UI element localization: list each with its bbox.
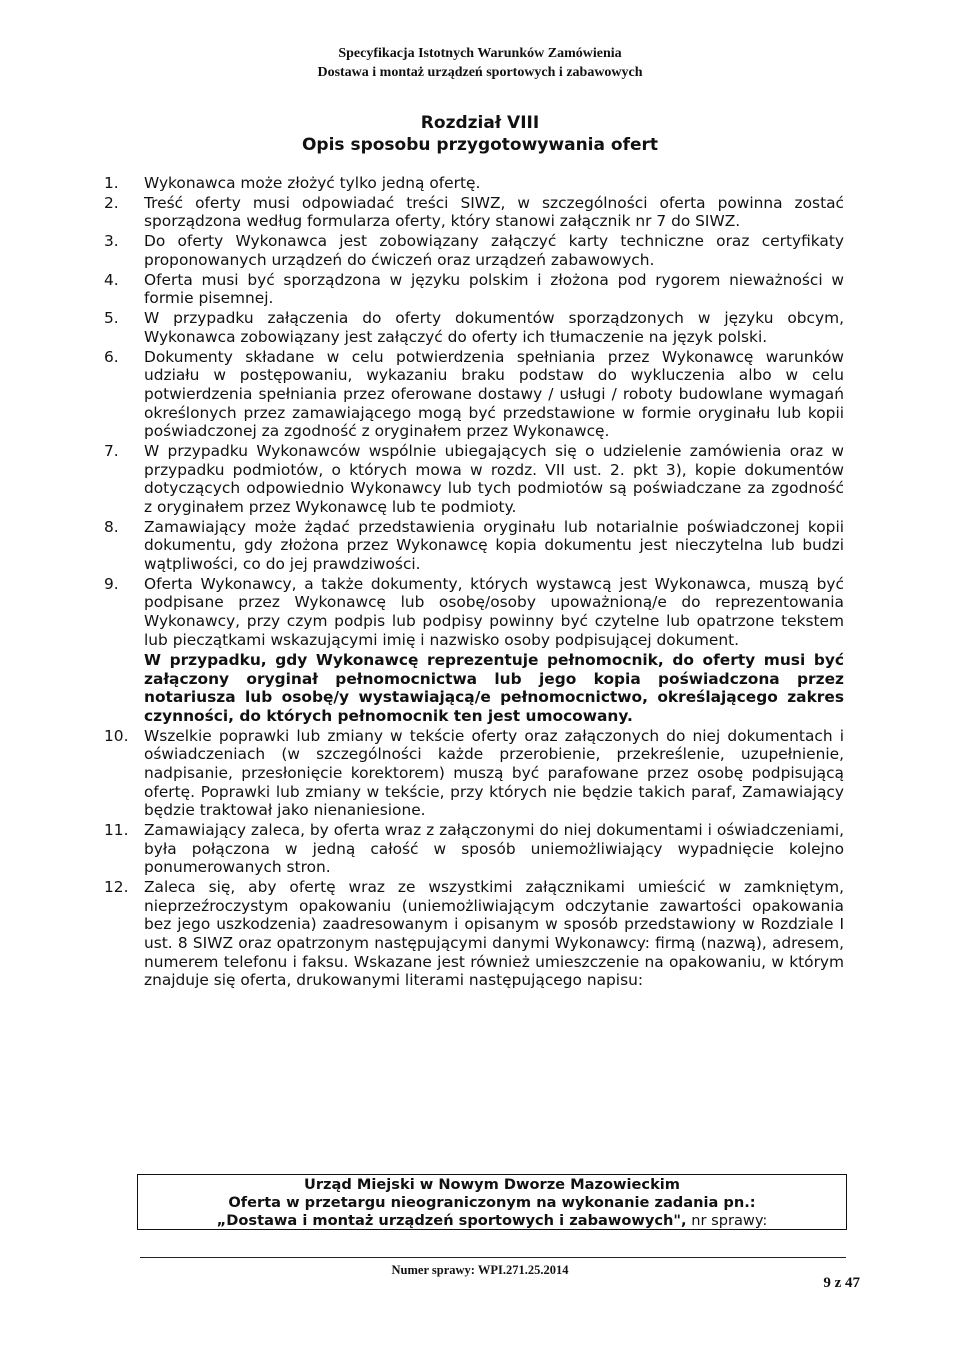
list-item: [104, 442, 844, 516]
item-number: 10.: [104, 726, 129, 745]
numbered-list: [104, 174, 844, 991]
list-item: [104, 174, 844, 193]
list-item: [104, 575, 844, 726]
list-item: [104, 232, 844, 269]
footer-divider: [140, 1257, 846, 1258]
page-number: 9 z 47: [823, 1275, 860, 1291]
item-number: 8.: [104, 517, 119, 536]
item-text-block: [144, 575, 844, 726]
item-number: 11.: [104, 821, 129, 840]
envelope-label-box: [137, 1174, 847, 1230]
item-text: Wszelkie poprawki lub zmiany w tekście oferty oraz załączonych do niej dokumentach i oświadczeniach (w szczególności każde przerobienie, przekreślenie, uzupełnienie, nadpisanie, przesłonięcie korektorem) muszą być parafowane przez osobę podpisującą ofertę. Poprawki lub zmiany w tekście, przy których nie będzie takich paraf, Zamawiający będzie traktował jako nienaniesione.: [144, 726, 844, 820]
item-text: Treść oferty musi odpowiadać treści SIWZ, w szczególności oferta powinna zostać sporządzona według formularza oferty, który stanowi załącznik nr 7 do SIWZ.: [144, 193, 844, 231]
envelope-case-label: nr sprawy:: [686, 1212, 768, 1229]
item-number: 12.: [104, 878, 129, 897]
header-subtitle: Dostawa i montaż urządzeń sportowych i zabawowych: [317, 65, 643, 80]
item-text: W przypadku załączenia do oferty dokumentów sporządzonych w języku obcym, Wykonawca zobowiązany jest załączyć do oferty ich tłumaczenie na język polski.: [144, 309, 844, 346]
list-item: [104, 518, 844, 574]
footer-case-number: Numer sprawy: WPI.271.25.2014: [391, 1263, 569, 1277]
chapter-title: Rozdział VIII: [420, 113, 540, 133]
item-text: Zaleca się, aby ofertę wraz ze wszystkimi załącznikami umieścić w zamkniętym, nieprzeźroczystym opakowaniu (uniemożliwiającym odczytanie zawartości opakowania bez jego uszkodzenia) zaadresowanym i opisanym w sposób przedstawiony w Rozdziale I ust. 8 SIWZ oraz opatrzonym następującymi danymi Wykonawcy: firmą (nazwą), adresem, numerem telefonu i faksu. Wskazane jest również umieszczenie na opakowaniu, w którym znajduje się oferta, drukowanymi literami następującego napisu:: [144, 878, 844, 990]
list-item: [104, 878, 844, 990]
item-text: Zamawiający zaleca, by oferta wraz z załączonymi do niej dokumentami i oświadczeniami, była połączona w jedną całość w sposób uniemożliwiający wypadnięcie kolejno ponumerowanych stron.: [144, 821, 844, 877]
proxy-notice: W przypadku, gdy Wykonawcę reprezentuje pełnomocnik, do oferty musi być załączony oryginał pełnomocnictwa lub jego kopia poświadczona przez notariusza lub osobę/y wystawiającą/e pełnomocnictwo, określającego zakres czynności, do których pełnomocnik ten jest umocowany.: [144, 651, 844, 725]
item-number: 7.: [104, 442, 119, 461]
item-number: 1.: [104, 174, 119, 192]
item-number: 3.: [104, 232, 119, 251]
list-item: [104, 271, 844, 308]
chapter-heading: [0, 112, 960, 156]
item-text: Oferta musi być sporządzona w języku polskim i złożona pod rygorem nieważności w formie pisemnej.: [144, 270, 844, 308]
list-item: [104, 309, 844, 346]
item-number: 6.: [104, 347, 119, 366]
envelope-offer-line: Oferta w przetargu nieograniczonym na wykonanie zadania pn.:: [228, 1194, 756, 1211]
item-number: 2.: [104, 193, 119, 212]
envelope-task-line: [138, 1212, 846, 1230]
envelope-task-name: „Dostawa i montaż urządzeń sportowych i zabawowych",: [216, 1212, 687, 1229]
envelope-addressee: Urząd Miejski w Nowym Dworze Mazowieckim: [303, 1176, 681, 1193]
item-text: W przypadku Wykonawców wspólnie ubiegających się o udzielenie zamówienia oraz w przypadku podmiotów, o których mowa w rozdz. VII ust. 2. pkt 3), kopie dokumentów dotyczących odpowiednio Wykonawcy lub tych podmiotów są poświadczane za zgodność z oryginałem przez Wykonawcę lub te podmioty.: [144, 442, 844, 516]
item-number: 9.: [104, 574, 119, 593]
document-header: [0, 44, 960, 82]
list-item: [104, 348, 844, 441]
item-text: Dokumenty składane w celu potwierdzenia spełniania przez Wykonawcę warunków udziału w postępowaniu, wykazaniu braku podstaw do wykluczenia albo w celu potwierdzenia spełniania przez oferowane dostawy / usługi / roboty budowlane wymagań określonych przez zamawiającego mogą być przedstawione w formie oryginału lub kopii poświadczonej za zgodność z oryginałem przez Wykonawcę.: [144, 347, 844, 441]
list-item: [104, 194, 844, 231]
item-number: 4.: [104, 270, 119, 289]
item-text: Wykonawca może złożyć tylko jedną ofertę.: [144, 174, 481, 192]
list-item: [104, 727, 844, 820]
item-text: Zamawiający może żądać przedstawienia oryginału lub notarialnie poświadczonej kopii dokumentu, gdy złożona przez Wykonawcę kopia dokumentu jest nieczytelna lub budzi wątpliwości, co do jej prawdziwości.: [144, 517, 844, 573]
item-number: 5.: [104, 309, 119, 328]
chapter-subtitle: Opis sposobu przygotowywania ofert: [301, 135, 659, 155]
header-title: Specyfikacja Istotnych Warunków Zamówienia: [338, 46, 622, 61]
item-text: Do oferty Wykonawca jest zobowiązany załączyć karty techniczne oraz certyfikaty proponowanych urządzeń do ćwiczeń oraz urządzeń zabawowych.: [144, 232, 844, 269]
list-item: [104, 821, 844, 877]
item-text: Oferta Wykonawcy, a także dokumenty, których wystawcą jest Wykonawca, muszą być podpisane przez Wykonawcę lub osobę/osoby upoważnioną/e do reprezentowania Wykonawcy, przy czym podpis lub podpisy powinny być czytelne lub opatrzone tekstem lub pieczątkami wskazującymi imię i nazwisko osoby podpisującej dokument.: [144, 574, 844, 649]
